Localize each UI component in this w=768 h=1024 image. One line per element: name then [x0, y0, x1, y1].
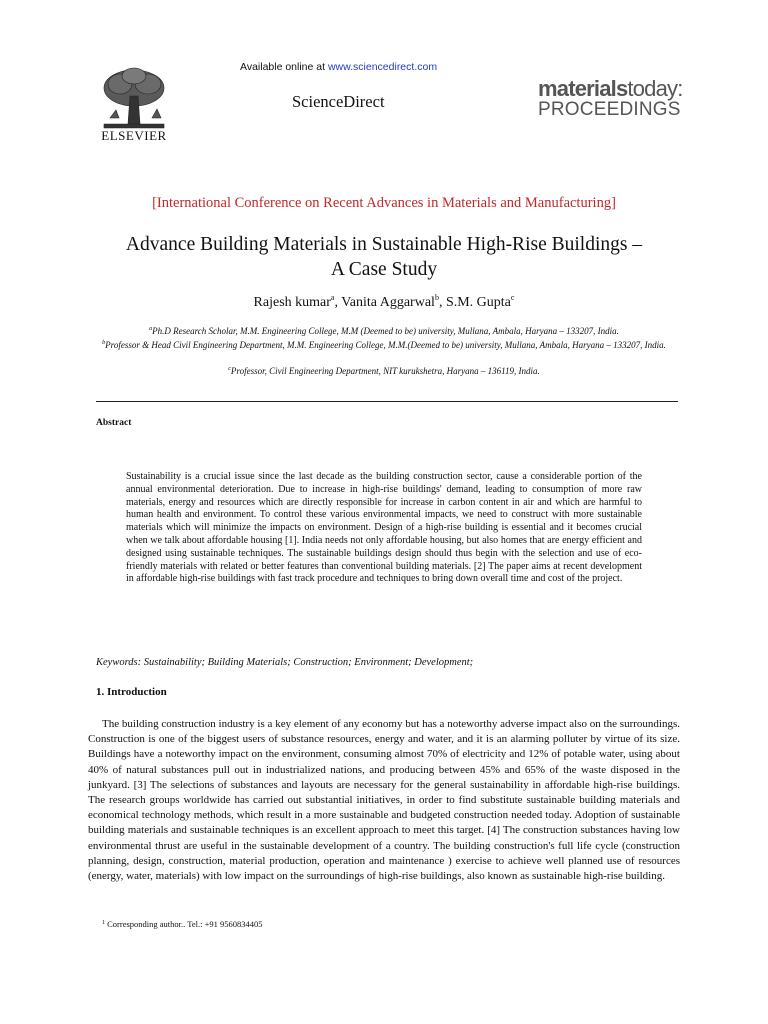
- author-sep: ,: [334, 295, 342, 310]
- affiliation: [96, 363, 672, 377]
- affiliation: [96, 323, 672, 337]
- footnote: [102, 919, 263, 929]
- author-mark: b: [434, 293, 439, 302]
- conference-name: [International Conference on Recent Advances in Materials and Manufacturing]: [152, 195, 616, 211]
- header-divider: [96, 401, 678, 402]
- sciencedirect-link[interactable]: www.sciencedirect.com: [327, 61, 438, 73]
- available-prefix: Available online at: [240, 61, 328, 73]
- author-name: Rajesh kumar: [253, 295, 331, 310]
- paper-title: [96, 232, 672, 282]
- logo-word-proceedings: PROCEEDINGS: [538, 99, 681, 120]
- title-line-1: Advance Building Materials in Sustainable High-Rise Buildings –: [125, 234, 643, 255]
- footnote-mark: 1: [102, 920, 105, 926]
- affiliation-mark: c: [228, 366, 231, 372]
- author-mark: a: [330, 293, 335, 302]
- affiliation-text: Professor, Civil Engineering Department, NIT kurukshetra, Haryana – 136119, India.: [230, 366, 540, 376]
- affiliation-mark: b: [102, 340, 106, 346]
- author-sep: ,: [438, 295, 446, 310]
- affiliation: [96, 337, 672, 351]
- abstract-heading: Abstract: [96, 418, 132, 428]
- affiliation-mark: a: [149, 326, 153, 332]
- title-line-2: A Case Study: [330, 259, 438, 280]
- keywords: Keywords: Sustainability; Building Materials; Construction; Environment; Development;: [96, 657, 474, 668]
- abstract-body: Sustainability is a crucial issue since the last decade as the building construction sector, cause a considerable portion of the annual environmental deterioration. Due to increase in high-rise buildings' demand, leading to consumption of more raw materials, energy and resources which are directly responsible for increase in carbon content in air and which are harmful to human health and environment. To control these various environmental impacts, we need to construct with more sustainable materials which will minimize the impacts on environment. Design of a high-rise building is essential and it becomes crucial when we talk about affordable housing [1]. India needs not only affordable housing, but also homes that are energy efficient and designed using sustainable techniques. The sustainable buildings design should thus begin with the selection and use of eco-friendly materials with related or better features than conventional building materials. [2] The paper aims at recent development in affordable high-rise buildings with fast track procedure and techniques to bring down overall time and cost of the project.: [126, 471, 642, 585]
- section-heading: 1. Introduction: [96, 686, 167, 698]
- logo-word-materials: materials: [538, 76, 628, 101]
- materials-today-logo: [538, 78, 688, 119]
- author-name: S.M. Gupta: [445, 295, 511, 310]
- author-list: [0, 293, 768, 311]
- available-online: [240, 61, 437, 73]
- footnote-text: Corresponding author.. Tel.: +91 9560834405: [105, 919, 263, 929]
- author-name: Vanita Aggarwal: [341, 295, 435, 310]
- affiliation-text: Professor & Head Civil Engineering Department, M.M. Engineering College, M.M.(Deemed to be) university, Mullana, Ambala, Haryana – 133207, India.: [105, 340, 666, 350]
- introduction-body: The building construction industry is a key element of any economy but has a noteworthy adverse impact also on the surroundings. Construction is one of the biggest users of substance resources, energy and water, and it is an alarming polluter by virtue of its size. Buildings have a noteworthy impact on the environment, consuming almost 70% of electricity and 12% of potable water, using about 40% of natural substances pull out in industrialized nations, and producing between 45% and 65% of the waste disposed in the junkyard. [3] The selections of substances and layouts are necessary for the general sustainability in affordable high-rise buildings. The research groups worldwide has carried out substantial initiatives, in order to find substitute sustainable building materials and economical technology methods, which result in a more sustainable and budgeted construction needed today. Adoption of sustainable building materials and sustainable techniques is an excellent approach to meet this target. [4] The construction substances having low environmental thrust are useful in the sustainable development of a country. The building construction's full life cycle (construction planning, design, construction, material production, operation and maintenance ) exercise to achieve well planned use of resources (energy, water, materials) with low impact on the surroundings of high-rise buildings, also known as sustainable high-rise building.: [88, 718, 680, 883]
- author-mark: c: [510, 293, 515, 302]
- sciencedirect-label: ScienceDirect: [292, 92, 385, 111]
- publisher-name: ELSEVIER: [101, 128, 167, 143]
- logo-word-today: today:: [627, 76, 683, 101]
- affiliation-text: Ph.D Research Scholar, M.M. Engineering College, M.M (Deemed to be) university, Mullana, Ambala, Haryana – 133207, India.: [152, 326, 619, 336]
